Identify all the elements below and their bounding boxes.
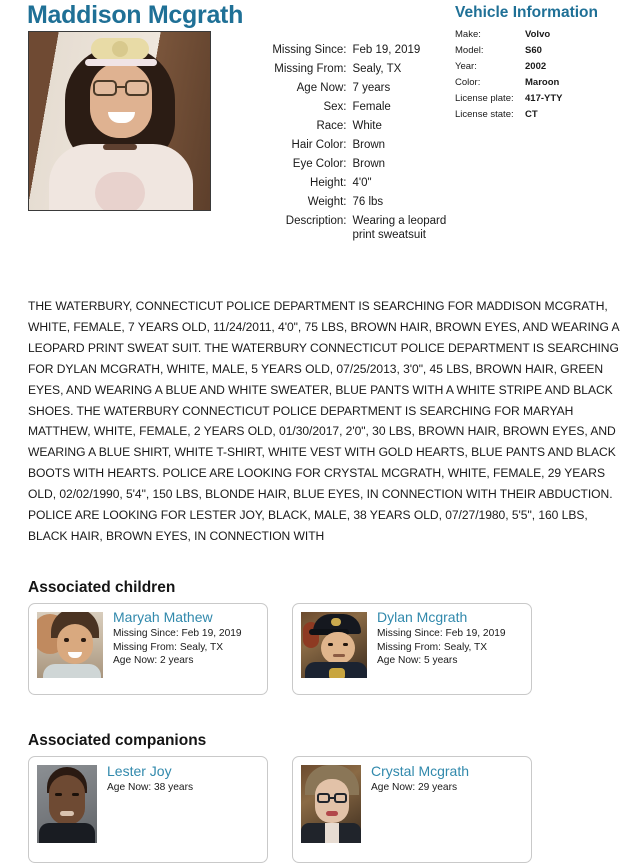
detail-value: White (352, 120, 382, 132)
photo-glasses-bridge (330, 797, 334, 799)
child-missing-from-row (377, 641, 527, 655)
vehicle-details-table (455, 29, 623, 125)
vehicle-label: Model: (455, 45, 484, 56)
detail-value: Wearing a leopard print sweatsuit (352, 215, 447, 241)
detail-label: Description: (285, 215, 347, 227)
companion-info (107, 763, 263, 795)
vehicle-value: 417-YTY (525, 93, 563, 104)
child-age-row (377, 654, 527, 668)
child-photo (37, 612, 103, 678)
detail-value: Brown (352, 158, 386, 170)
photo-collar (103, 144, 137, 150)
vehicle-row-make (455, 29, 623, 45)
detail-label: Eye Color: (292, 158, 347, 170)
companion-age-label: Age Now: (107, 782, 152, 793)
list-item[interactable] (292, 756, 532, 863)
subject-details-table (232, 43, 447, 247)
companion-info (371, 763, 527, 795)
vehicle-information-title: Vehicle Information (455, 4, 598, 21)
detail-label: Missing Since: (272, 44, 347, 56)
photo-glasses-right (125, 80, 149, 96)
child-name-link[interactable]: Dylan Mcgrath (377, 609, 468, 625)
child-age-label: Age Now: (377, 655, 422, 667)
vehicle-label: License state: (455, 109, 514, 120)
child-missing-since-row (377, 627, 527, 641)
detail-label: Weight: (307, 196, 347, 208)
child-age-row (113, 654, 263, 668)
case-narrative: THE WATERBURY, CONNECTICUT POLICE DEPARTMENT IS SEARCHING FOR MADDISON MCGRATH, WHITE, FEMALE, 7 YEARS OLD, 11/24/2011, 4'0", 75 LBS, BROWN HAIR, BROWN EYES, AND WEARING A LEOPARD PRINT SWEAT SUIT. THE WATERBURY CONNECTICUT POLICE DEPARTMENT IS SEARCHING FOR DYLAN MCGRATH, WHITE, MALE, 5 YEARS OLD, 07/25/2013, 3'0", 45 LBS, BROWN HAIR, GREEN EYES, AND WEARING A BLUE AND WHITE SWEATER, BLUE PANTS WITH A WHITE STRIPE AND BLACK SHOES. THE WATERBURY CONNECTICUT POLICE DEPARTMENT IS SEARCHING FOR MARYAH MATTHEW, WHITE, FEMALE, 2 YEARS OLD, 01/30/2017, 2'0", 30 LBS, BROWN HAIR, BROWN EYES, AND WEARING A BLUE SHIRT, WHITE T-SHIRT, WHITE VEST WITH GOLD HEARTS, BLUE PANTS AND BLACK BOOTS WITH HEARTS. POLICE ARE LOOKING FOR CRYSTAL MCGRATH, WHITE, FEMALE, 29 YEARS OLD, 02/02/1990, 5'4", 150 LBS, BLONDE HAIR, BLUE EYES, IN CONNECTION WITH THEIR ABDUCTION. POLICE ARE LOOKING FOR LESTER JOY, BLACK, MALE, 38 YEARS OLD, 07/27/1980, 5'5", 160 LBS, BLACK HAIR, BROWN EYES, IN CONNECTION WITH (28, 299, 619, 543)
photo-shirt-applique (95, 172, 145, 211)
section-heading-associated-companions: Associated companions (28, 732, 207, 749)
detail-label: Race: (316, 120, 347, 132)
vehicle-label: Year: (455, 61, 477, 72)
child-missing-from-value: Sealy, TX (443, 641, 488, 653)
child-name-link[interactable]: Maryah Mathew (113, 609, 213, 625)
photo-headband (85, 59, 157, 66)
photo-cap-logo (331, 618, 341, 626)
detail-value: 76 lbs (352, 196, 384, 208)
photo-eye-right (343, 643, 348, 646)
child-missing-since-label: Missing Since: (377, 628, 443, 639)
child-info (377, 609, 527, 668)
vehicle-row-year (455, 61, 623, 77)
child-missing-from-value: Sealy, TX (179, 641, 224, 653)
child-missing-from-label: Missing From: (113, 641, 177, 653)
companion-age-row (371, 781, 527, 795)
detail-row-age-now (232, 81, 447, 100)
photo-glasses-bridge (117, 86, 125, 88)
companion-age-value: 38 years (154, 782, 194, 793)
detail-row-hair-color (232, 138, 447, 157)
companion-age-value: 29 years (418, 782, 458, 793)
photo-mouth (333, 654, 345, 657)
child-age-label: Age Now: (113, 655, 158, 667)
photo-glasses-left (317, 793, 330, 803)
detail-row-missing-since (232, 43, 447, 62)
photo-glasses-right (334, 793, 347, 803)
vehicle-value: 2002 (525, 61, 547, 72)
child-missing-from-label: Missing From: (377, 641, 441, 653)
photo-glasses-left (93, 80, 117, 96)
detail-row-sex (232, 100, 447, 119)
vehicle-row-license-state (455, 109, 623, 125)
photo-shirt (43, 664, 101, 678)
detail-label: Missing From: (274, 63, 347, 75)
detail-value: 7 years (352, 82, 391, 94)
photo-bow-knot (112, 41, 128, 57)
list-item[interactable] (292, 603, 532, 695)
photo-eye-right (72, 793, 79, 796)
detail-row-eye-color (232, 157, 447, 176)
child-photo (301, 612, 367, 678)
vehicle-value: S60 (525, 45, 542, 56)
vehicle-value: Maroon (525, 77, 560, 88)
photo-face (57, 624, 93, 664)
section-heading-associated-children: Associated children (28, 579, 176, 596)
companion-photo (37, 765, 97, 843)
child-info (113, 609, 263, 668)
vehicle-label: Color: (455, 77, 481, 88)
photo-shirt (39, 823, 95, 843)
child-missing-since-label: Missing Since: (113, 628, 179, 639)
detail-label: Hair Color: (291, 139, 347, 151)
photo-eye-left (55, 793, 62, 796)
companion-photo (301, 765, 361, 843)
subject-photo (28, 31, 211, 211)
detail-row-missing-from (232, 62, 447, 81)
detail-value: Brown (352, 139, 386, 151)
detail-label: Age Now: (296, 82, 347, 94)
list-item[interactable] (28, 756, 268, 863)
vehicle-row-color (455, 77, 623, 93)
child-missing-from-row (113, 641, 263, 655)
vehicle-information-panel (455, 3, 623, 125)
photo-eye-right (81, 638, 86, 642)
detail-value: Sealy, TX (352, 63, 402, 75)
list-item[interactable] (28, 603, 268, 695)
companion-name-link[interactable]: Crystal Mcgrath (371, 763, 470, 779)
photo-shirt-graphic (329, 668, 345, 678)
detail-label: Height: (310, 177, 347, 189)
photo-eye-left (64, 638, 69, 642)
detail-value: Female (352, 101, 391, 113)
page-title: Maddison Mcgrath (27, 1, 244, 29)
photo-face (90, 62, 152, 138)
vehicle-label: License plate: (455, 93, 514, 104)
companion-age-row (107, 781, 263, 795)
detail-row-race (232, 119, 447, 138)
detail-row-description (232, 214, 447, 247)
child-missing-since-value: Feb 19, 2019 (181, 628, 242, 639)
companion-name-link[interactable]: Lester Joy (107, 763, 172, 779)
companion-age-label: Age Now: (371, 782, 416, 793)
photo-face (321, 632, 355, 664)
detail-label: Sex: (323, 101, 347, 113)
photo-eye-left (328, 643, 333, 646)
detail-row-height (232, 176, 447, 195)
photo-lips (326, 811, 338, 816)
photo-mouth (60, 811, 74, 816)
vehicle-value: CT (525, 109, 538, 120)
detail-value: Feb 19, 2019 (352, 44, 421, 56)
vehicle-row-license-plate (455, 93, 623, 109)
photo-nose (62, 805, 72, 810)
vehicle-row-model (455, 45, 623, 61)
child-missing-since-row (113, 627, 263, 641)
photo-face (49, 775, 85, 825)
vehicle-label: Make: (455, 29, 481, 40)
detail-value: 4'0" (352, 177, 372, 189)
child-age-value: 5 years (424, 655, 458, 667)
photo-shirt-collar (325, 823, 339, 843)
vehicle-value: Volvo (525, 29, 551, 40)
child-missing-since-value: Feb 19, 2019 (445, 628, 506, 639)
detail-row-weight (232, 195, 447, 214)
child-age-value: 2 years (160, 655, 194, 667)
